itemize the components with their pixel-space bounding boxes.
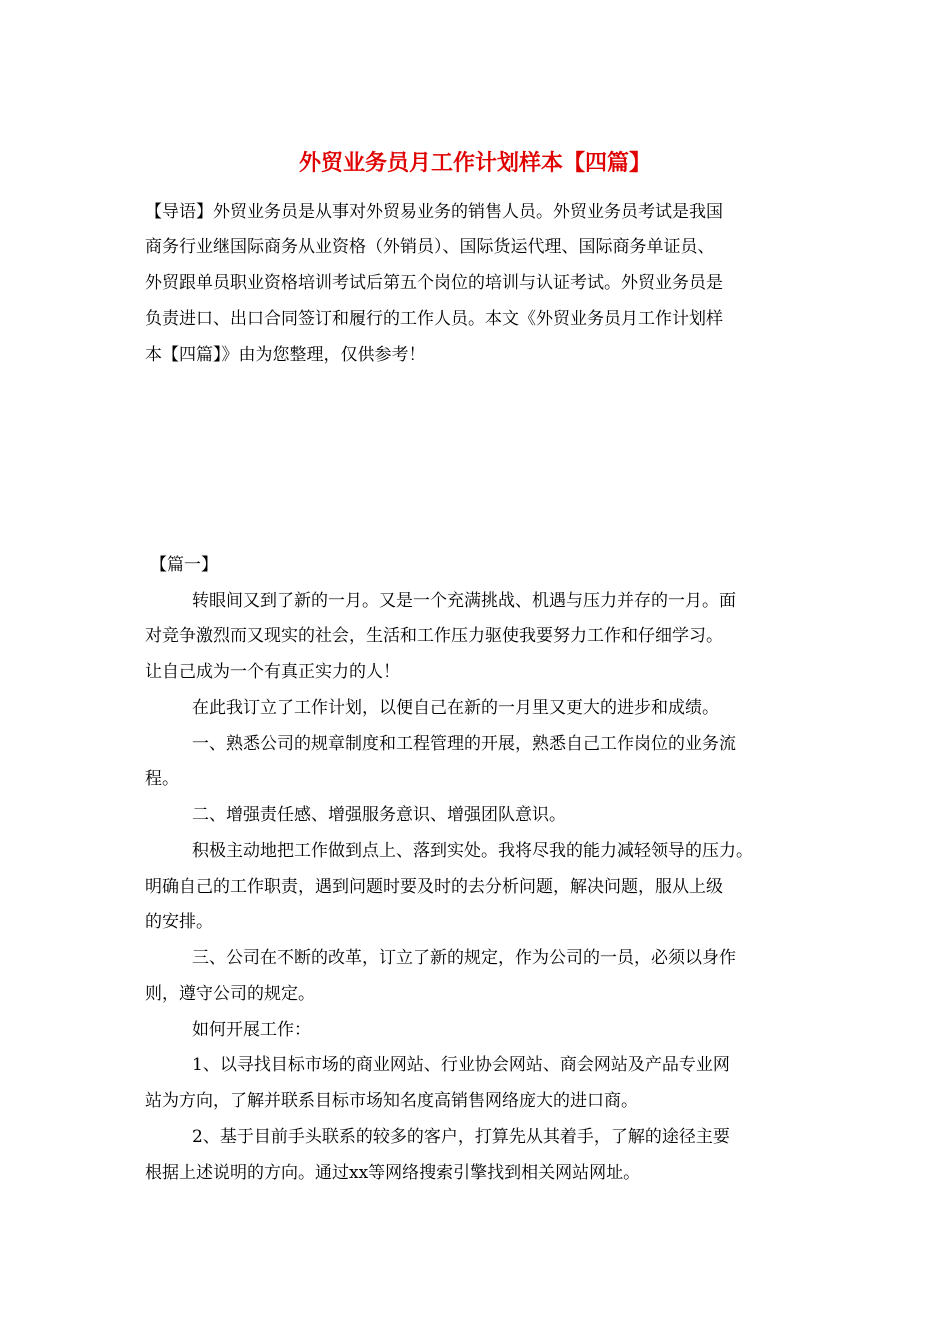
intro-line: 【导语】外贸业务员是从事对外贸易业务的销售人员。外贸业务员考试是我国 — [145, 202, 723, 222]
paragraph-line: 如何开展工作： — [192, 1020, 311, 1040]
document-title: 外贸业务员月工作计划样本【四篇】 — [298, 150, 651, 176]
paragraph-line: 根据上述说明的方向。通过xx等网络搜索引擎找到相关网站网址。 — [145, 1163, 641, 1183]
paragraph-line: 1、以寻找目标市场的商业网站、行业协会网站、商会网站及产品专业网 — [192, 1055, 730, 1075]
paragraph-line: 在此我订立了工作计划，以便自己在新的一月里又更大的进步和成绩。 — [192, 698, 719, 718]
paragraph-line: 三、公司在不断的改革，订立了新的规定，作为公司的一员，必须以身作 — [192, 948, 736, 968]
paragraph-line: 则，遵守公司的规定。 — [145, 984, 315, 1004]
paragraph-line: 对竞争激烈而又现实的社会，生活和工作压力驱使我要努力工作和仔细学习。 — [145, 626, 723, 646]
paragraph-line: 二、增强责任感、增强服务意识、增强团队意识。 — [192, 805, 566, 825]
section-heading: 【篇一】 — [150, 555, 218, 575]
paragraph-line: 的安排。 — [145, 912, 213, 932]
intro-line: 本【四篇】》由为您整理，仅供参考！ — [145, 345, 426, 365]
intro-line: 负责进口、出口合同签订和履行的工作人员。本文《外贸业务员月工作计划样 — [145, 309, 723, 329]
intro-line: 商务行业继国际商务从业资格（外销员）、国际货运代理、国际商务单证员、 — [145, 237, 715, 257]
paragraph-line: 积极主动地把工作做到点上、落到实处。我将尽我的能力减轻领导的压力。 — [192, 841, 753, 861]
paragraph-line: 明确自己的工作职责，遇到问题时要及时的去分析问题，解决问题，服从上级 — [145, 877, 723, 897]
paragraph-line: 程。 — [145, 769, 179, 789]
paragraph-line: 转眼间又到了新的一月。又是一个充满挑战、机遇与压力并存的一月。面 — [192, 591, 736, 611]
paragraph-line: 让自己成为一个有真正实力的人！ — [145, 662, 400, 682]
paragraph-line: 一、熟悉公司的规章制度和工程管理的开展，熟悉自己工作岗位的业务流 — [192, 734, 736, 754]
paragraph-line: 2、基于目前手头联系的较多的客户，打算先从其着手，了解的途径主要 — [192, 1127, 730, 1147]
paragraph-line: 站为方向，了解并联系目标市场知名度高销售网络庞大的进口商。 — [145, 1091, 638, 1111]
intro-line: 外贸跟单员职业资格培训考试后第五个岗位的培训与认证考试。外贸业务员是 — [145, 273, 723, 293]
